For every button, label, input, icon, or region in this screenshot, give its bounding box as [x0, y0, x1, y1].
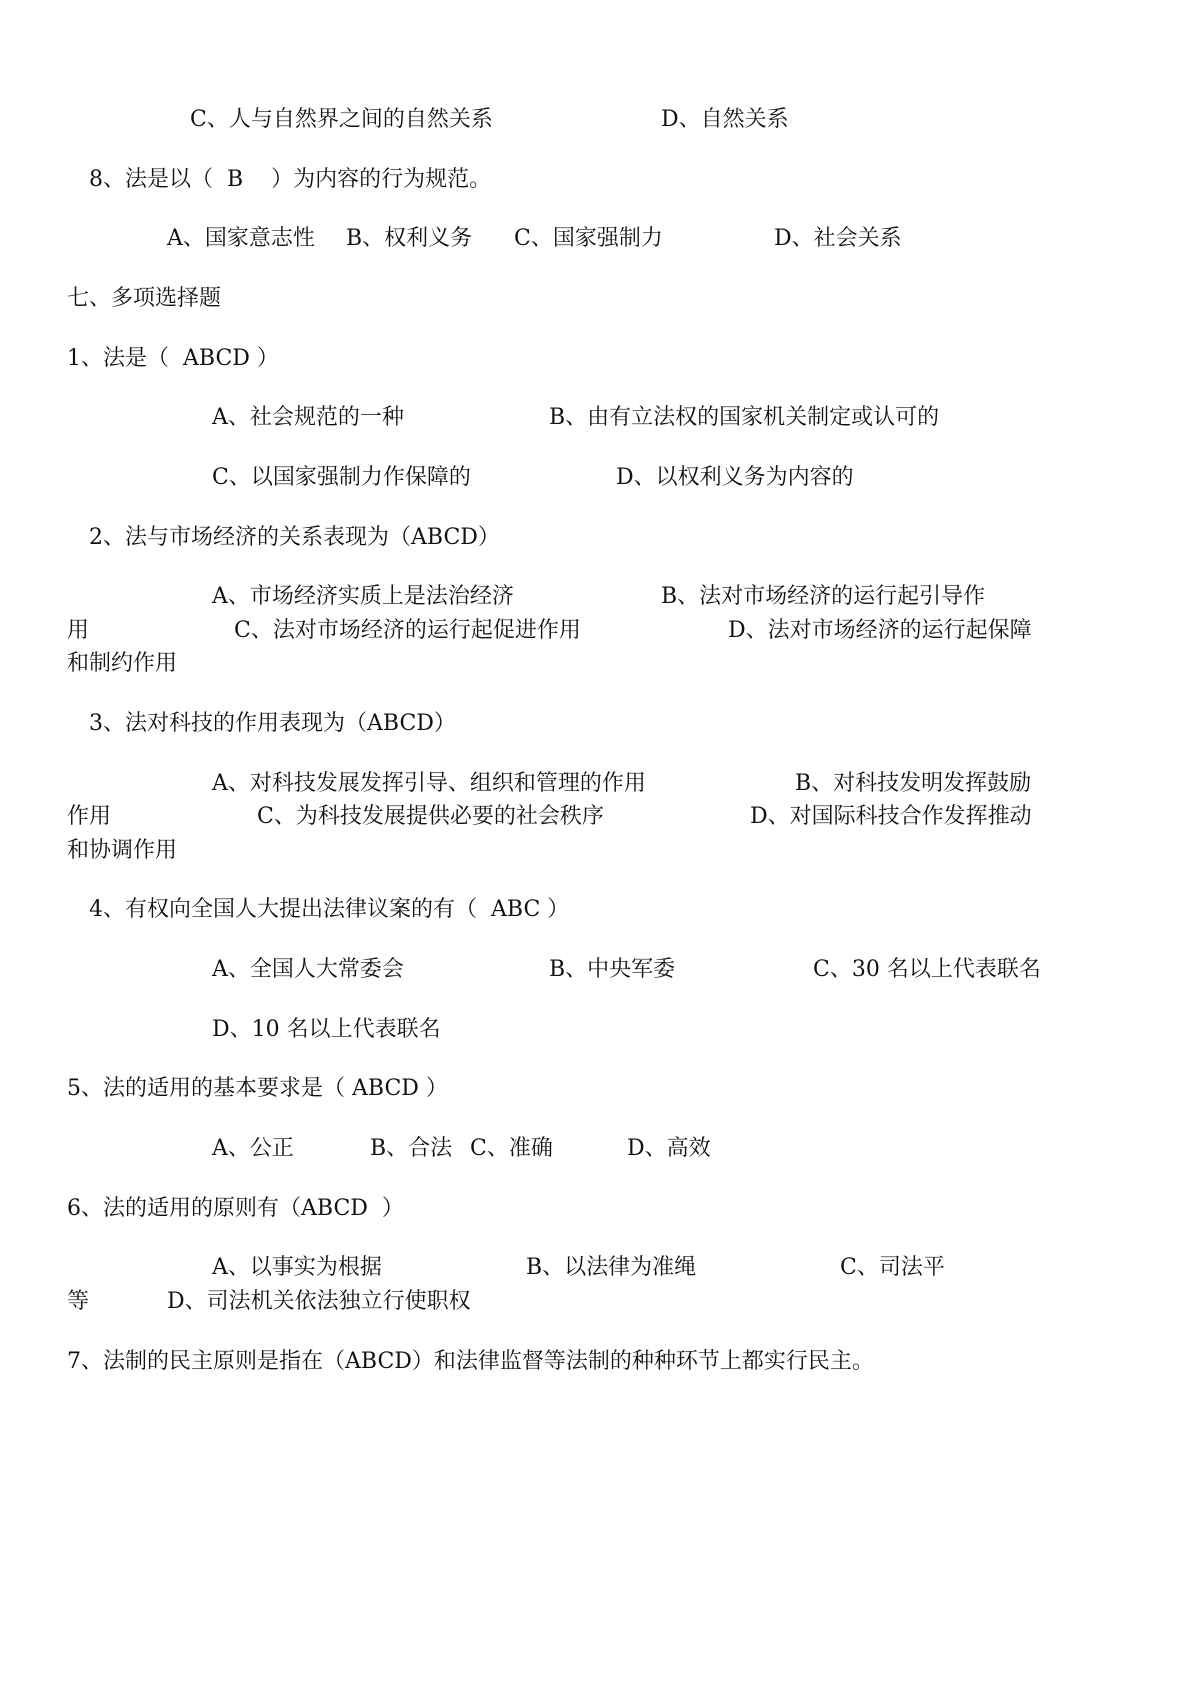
q8-option-c: C、国家强制力 — [514, 226, 663, 251]
m5-stem: 5、法的适用的基本要求是（ ABCD ） — [67, 1076, 448, 1101]
m1-option-d: D、以权利义务为内容的 — [616, 465, 854, 490]
m1-option-c: C、以国家强制力作保障的 — [212, 465, 471, 490]
q8-option-b: B、权利义务 — [346, 226, 473, 251]
m3-option-d-wrap: 和协调作用 — [67, 838, 178, 863]
section-heading-multiple-choice: 七、多项选择题 — [67, 286, 222, 311]
m4-option-a: A、全国人大常委会 — [212, 957, 404, 982]
m2-option-c: C、法对市场经济的运行起促进作用 — [234, 618, 581, 643]
m6-stem: 6、法的适用的原则有（ABCD ） — [67, 1196, 404, 1221]
m3-stem: 3、法对科技的作用表现为（ABCD） — [89, 711, 456, 736]
m5-option-b: B、合法 — [370, 1136, 453, 1161]
q8-option-a: A、国家意志性 — [167, 226, 315, 251]
m4-option-d: D、10 名以上代表联名 — [212, 1017, 441, 1042]
m6-option-c: C、司法平 — [840, 1255, 945, 1280]
m2-option-b: B、法对市场经济的运行起引导作 — [661, 584, 986, 609]
m2-option-b-wrap: 用 — [67, 618, 90, 643]
m3-option-c: C、为科技发展提供必要的社会秩序 — [257, 804, 604, 829]
m2-option-d: D、法对市场经济的运行起保障 — [728, 618, 1032, 643]
q8-option-d: D、社会关系 — [774, 226, 902, 251]
m5-option-c: C、准确 — [470, 1136, 553, 1161]
m6-option-c-wrap: 等 — [67, 1289, 90, 1314]
m3-option-a: A、对科技发展发挥引导、组织和管理的作用 — [212, 771, 646, 796]
m6-option-d: D、司法机关依法独立行使职权 — [167, 1289, 471, 1314]
m2-option-d-wrap: 和制约作用 — [67, 651, 178, 676]
m5-option-d: D、高效 — [627, 1136, 711, 1161]
m3-option-b: B、对科技发明发挥鼓励 — [795, 771, 1032, 796]
m2-stem: 2、法与市场经济的关系表现为（ABCD） — [89, 525, 500, 550]
m5-option-a: A、公正 — [212, 1136, 294, 1161]
m2-option-a: A、市场经济实质上是法治经济 — [212, 584, 514, 609]
q7-option-d: D、自然关系 — [661, 107, 789, 132]
m6-option-a: A、以事实为根据 — [212, 1255, 382, 1280]
q8-stem: 8、法是以（ B ）为内容的行为规范。 — [89, 167, 492, 192]
m4-option-b: B、中央军委 — [549, 957, 676, 982]
m3-option-b-wrap: 作用 — [67, 804, 112, 829]
m4-option-c: C、30 名以上代表联名 — [813, 957, 1041, 982]
m1-stem: 1、法是（ ABCD ） — [67, 346, 279, 371]
m6-option-b: B、以法律为准绳 — [526, 1255, 697, 1280]
m1-option-a: A、社会规范的一种 — [212, 405, 404, 430]
m7-stem: 7、法制的民主原则是指在（ABCD）和法律监督等法制的种种环节上都实行民主。 — [67, 1349, 874, 1374]
m3-option-d: D、对国际科技合作发挥推动 — [750, 804, 1032, 829]
m1-option-b: B、由有立法权的国家机关制定或认可的 — [549, 405, 940, 430]
m4-stem: 4、有权向全国人大提出法律议案的有（ ABC ） — [89, 897, 570, 922]
q7-option-c: C、人与自然界之间的自然关系 — [190, 107, 493, 132]
